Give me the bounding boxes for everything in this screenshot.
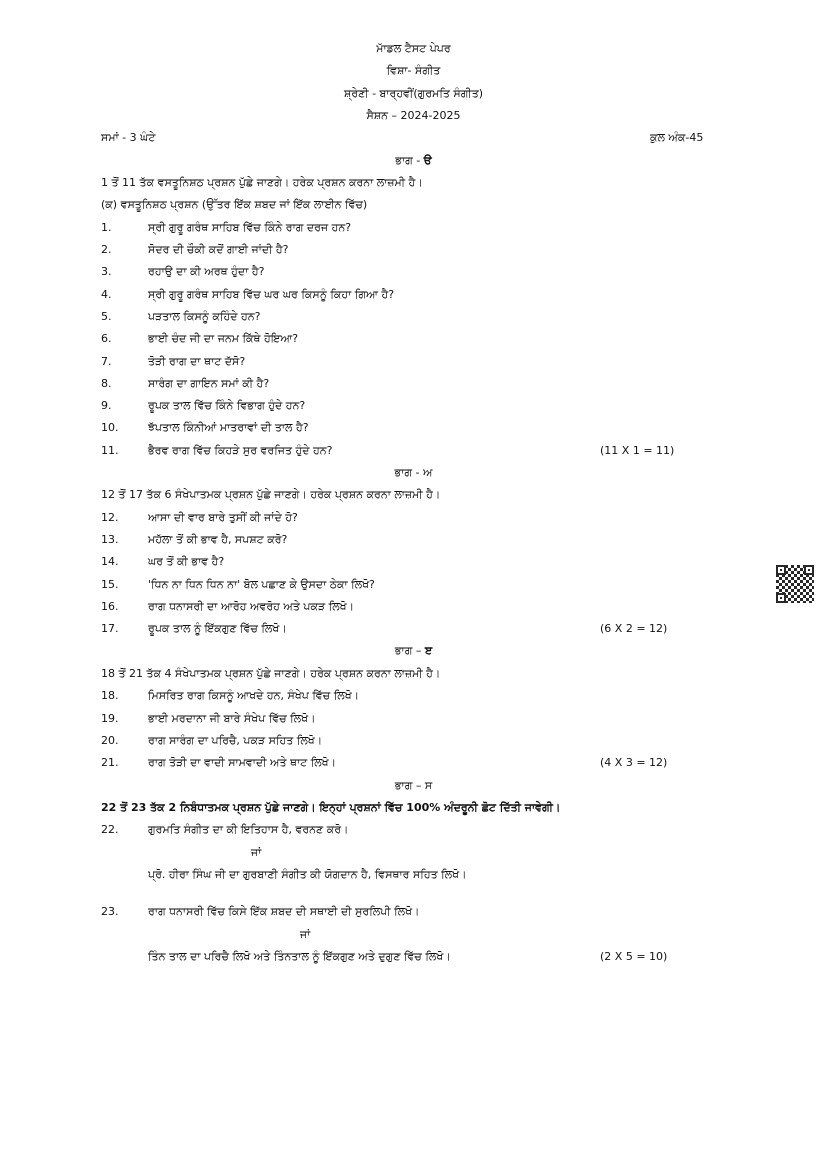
question-number: 22. xyxy=(101,823,119,836)
section-a-heading-letter: ੳ xyxy=(423,154,432,167)
question-text: ਭਾਈ ਮਰਦਾਨਾ ਜੀ ਬਾਰੇ ਸੰਖੇਪ ਵਿੱਚ ਲਿਖੋ। xyxy=(148,712,316,725)
question-number: 10. xyxy=(101,421,119,434)
question-text: ਰਾਗ ਤੋੜੀ ਦਾ ਵਾਦੀ ਸਾਮਵਾਦੀ ਅਤੇ ਥਾਟ ਲਿਖੋ। xyxy=(148,756,337,769)
question-number: 14. xyxy=(101,555,119,568)
section-a-heading xyxy=(0,155,827,166)
question-text: ਸਾਰੰਗ ਦਾ ਗਾਇਨ ਸਮਾਂ ਕੀ ਹੈ? xyxy=(148,377,270,390)
question-text: ਗੁਰਮਤਿ ਸੰਗੀਤ ਦਾ ਕੀ ਇਤਿਹਾਸ ਹੈ, ਵਰਨਣ ਕਰੋ। xyxy=(148,823,349,836)
question-number: 20. xyxy=(101,734,119,747)
section-b-marks: (6 X 2 = 12) xyxy=(600,622,668,635)
question-text: ਮਹੱਲਾ ਤੋਂ ਕੀ ਭਾਵ ਹੈ, ਸਪਸ਼ਟ ਕਰੋ? xyxy=(148,533,288,546)
section-c-heading-letter: ੲ xyxy=(424,644,433,657)
question-number: 2. xyxy=(101,243,112,256)
question-number: 7. xyxy=(101,355,112,368)
session-line: ਸੈਸ਼ਨ – 2024-2025 xyxy=(366,109,461,122)
question-number: 5. xyxy=(101,310,112,323)
or-label: ਜਾਂ xyxy=(300,928,311,941)
question-number: 3. xyxy=(101,265,112,278)
section-b-instruction: 12 ਤੋਂ 17 ਤੱਕ 6 ਸੰਖੇਪਾਤਮਕ ਪ੍ਰਸ਼ਨ ਪੁੱਛੇ ਜਾਣਗੇ। ਹਰੇਕ ਪ੍ਰਸ਼ਨ ਕਰਨਾ ਲਾਜ਼ਮੀ ਹੈ। xyxy=(101,488,441,501)
total-marks-label: ਕੁਲ ਅੰਕ-45 xyxy=(650,131,704,144)
qr-finder-mark xyxy=(776,565,786,575)
alternative-question-text: ਪ੍ਰੋ. ਹੀਰਾ ਸਿੰਘ ਜੀ ਦਾ ਗੁਰਬਾਣੀ ਸੰਗੀਤ ਕੀ ਯੋਗਦਾਨ ਹੈ, ਵਿਸਥਾਰ ਸਹਿਤ ਲਿਖੋ। xyxy=(148,868,467,881)
question-number: 19. xyxy=(101,712,119,725)
qr-finder-mark xyxy=(804,565,814,575)
question-text: ਸੋਦਰ ਦੀ ਚੌਕੀ ਕਦੋਂ ਗਾਈ ਜਾਂਦੀ ਹੈ? xyxy=(148,243,289,256)
section-a-sub-instruction: (ਕ) ਵਸਤੂਨਿਸ਼ਠ ਪ੍ਰਸ਼ਨ (ਉੱਤਰ ਇੱਕ ਸ਼ਬਦ ਜਾਂ ਇੱਕ ਲਾਈਨ ਵਿੱਚ) xyxy=(101,198,368,211)
question-number: 16. xyxy=(101,600,119,613)
section-c-heading xyxy=(0,645,827,656)
section-c-marks: (4 X 3 = 12) xyxy=(600,756,668,769)
class-line: ਸ਼੍ਰੇਣੀ - ਬਾਰ੍ਹਵੀਂ(ਗੁਰਮਤਿ ਸੰਗੀਤ) xyxy=(343,87,484,100)
question-text: ਤੋੜੀ ਰਾਗ ਦਾ ਥਾਟ ਦੱਸੋ? xyxy=(148,355,246,368)
question-number: 23. xyxy=(101,905,119,918)
section-a-heading-prefix: ਭਾਗ - xyxy=(395,154,421,167)
question-text: 'ਧਿਨ ਨਾ ਧਿਨ ਧਿਨ ਨਾ' ਬੋਲ ਪਛਾਣ ਕੇ ਉਸਦਾ ਠੇਕਾ ਲਿਖੋ? xyxy=(148,578,375,591)
section-a-marks: (11 X 1 = 11) xyxy=(600,444,675,457)
subject-line: ਵਿਸ਼ਾ- ਸੰਗੀਤ xyxy=(386,64,441,77)
question-text: ਭਾਈ ਚੰਦ ਜੀ ਦਾ ਜਨਮ ਕਿੱਥੇ ਹੋਇਆ? xyxy=(148,332,299,345)
question-text: ਮਿਸਰਿਤ ਰਾਗ ਕਿਸਨੂੰ ਆਖਦੇ ਹਨ, ਸੰਖੇਪ ਵਿੱਚ ਲਿਖੋ। xyxy=(148,689,360,702)
question-number: 12. xyxy=(101,511,119,524)
question-text: ਰੂਪਕ ਤਾਲ ਨੂੰ ਇੱਕਗੁਣ ਵਿੱਚ ਲਿਖੋ। xyxy=(148,622,287,635)
question-text: ਰਾਗ ਧਨਾਸਰੀ ਵਿੱਚ ਕਿਸੇ ਇੱਕ ਸ਼ਬਦ ਦੀ ਸਥਾਈ ਦੀ ਸੁਰਲਿਪੀ ਲਿਖੋ। xyxy=(148,905,420,918)
time-label: ਸਮਾਂ - 3 ਘੰਟੇ xyxy=(101,131,156,144)
question-number: 4. xyxy=(101,288,112,301)
section-c-instruction: 18 ਤੋਂ 21 ਤੱਕ 4 ਸੰਖੇਪਾਤਮਕ ਪ੍ਰਸ਼ਨ ਪੁੱਛੇ ਜਾਣਗੇ। ਹਰੇਕ ਪ੍ਰਸ਼ਨ ਕਰਨਾ ਲਾਜ਼ਮੀ ਹੈ। xyxy=(101,667,441,680)
section-b-heading: ਭਾਗ - ਅ xyxy=(394,466,433,479)
qr-code xyxy=(776,565,814,603)
question-number: 15. xyxy=(101,578,119,591)
question-number: 9. xyxy=(101,399,112,412)
section-c-heading-prefix: ਭਾਗ – xyxy=(394,644,422,657)
question-text: ਸ੍ਰੀ ਗੁਰੂ ਗਰੰਥ ਸਾਹਿਬ ਵਿੱਚ ਘਰ ਘਰ ਕਿਸਨੂੰ ਕਿਹਾ ਗਿਆ ਹੈ? xyxy=(148,288,395,301)
question-number: 17. xyxy=(101,622,119,635)
question-text: ਝੱਪਤਾਲ ਕਿੰਨੀਆਂ ਮਾਤਰਾਵਾਂ ਦੀ ਤਾਲ ਹੈ? xyxy=(148,421,309,434)
question-text: ਸ੍ਰੀ ਗੁਰੂ ਗਰੰਥ ਸਾਹਿਬ ਵਿੱਚ ਕਿੰਨੇ ਰਾਗ ਦਰਜ ਹਨ? xyxy=(148,221,352,234)
question-number: 1. xyxy=(101,221,112,234)
section-d-instruction: 22 ਤੋਂ 23 ਤੱਕ 2 ਨਿਬੰਧਾਤਮਕ ਪ੍ਰਸ਼ਨ ਪੁੱਛੇ ਜਾਣਗੇ। ਇਨ੍ਹਾਂ ਪ੍ਰਸ਼ਨਾਂ ਵਿੱਚ 100% ਅੰਦਰੂਨੀ ਛੋਟ ਦਿੱਤੀ ਜਾਵੇਗੀ। xyxy=(101,801,561,814)
or-label: ਜਾਂ xyxy=(251,846,262,859)
question-text: ਰਾਗ ਧਨਾਸਰੀ ਦਾ ਆਰੋਹ ਅਵਰੋਹ ਅਤੇ ਪਕੜ ਲਿਖੋ। xyxy=(148,600,355,613)
qr-finder-mark xyxy=(776,593,786,603)
question-text: ਰੂਪਕ ਤਾਲ ਵਿੱਚ ਕਿੰਨੇ ਵਿਭਾਗ ਹੁੰਦੇ ਹਨ? xyxy=(148,399,306,412)
question-text: ਪੜਤਾਲ ਕਿਸਨੂੰ ਕਹਿੰਦੇ ਹਨ? xyxy=(148,310,261,323)
question-text: ਰਹਾਉ ਦਾ ਕੀ ਅਰਥ ਹੁੰਦਾ ਹੈ? xyxy=(148,265,265,278)
question-number: 8. xyxy=(101,377,112,390)
question-text: ਆਸਾ ਦੀ ਵਾਰ ਬਾਰੇ ਤੁਸੀਂ ਕੀ ਜਾਂਦੇ ਹੋ? xyxy=(148,511,298,524)
question-number: 11. xyxy=(101,444,119,457)
question-number: 6. xyxy=(101,332,112,345)
question-text: ਘਰ ਤੋਂ ਕੀ ਭਾਵ ਹੈ? xyxy=(148,555,225,568)
question-text: ਭੈਰਵ ਰਾਗ ਵਿੱਚ ਕਿਹੜੇ ਸੁਰ ਵਰਜਿਤ ਹੁੰਦੇ ਹਨ? xyxy=(148,444,333,457)
question-number: 21. xyxy=(101,756,119,769)
section-d-marks: (2 X 5 = 10) xyxy=(600,950,668,963)
section-a-instruction: 1 ਤੋਂ 11 ਤੱਕ ਵਸਤੂਨਿਸ਼ਠ ਪ੍ਰਸ਼ਨ ਪੁੱਛੇ ਜਾਣਗੇ। ਹਰੇਕ ਪ੍ਰਸ਼ਨ ਕਰਨਾ ਲਾਜ਼ਮੀ ਹੈ। xyxy=(101,176,423,189)
section-d-heading: ਭਾਗ – ਸ xyxy=(394,779,433,792)
question-number: 18. xyxy=(101,689,119,702)
alternative-question-text: ਤਿੰਨ ਤਾਲ ਦਾ ਪਰਿਚੈ ਲਿਖੋ ਅਤੇ ਤਿੰਨਤਾਲ ਨੂੰ ਇੱਕਗੁਣ ਅਤੇ ਦੁਗੁਣ ਵਿੱਚ ਲਿਖੋ। xyxy=(148,950,451,963)
paper-title: ਮਾੱਡਲ ਟੈਸਟ ਪੇਪਰ xyxy=(376,42,451,55)
question-text: ਰਾਗ ਸਾਰੰਗ ਦਾ ਪਰਿਚੈ, ਪਕੜ ਸਹਿਤ ਲਿਖੋ। xyxy=(148,734,323,747)
question-number: 13. xyxy=(101,533,119,546)
